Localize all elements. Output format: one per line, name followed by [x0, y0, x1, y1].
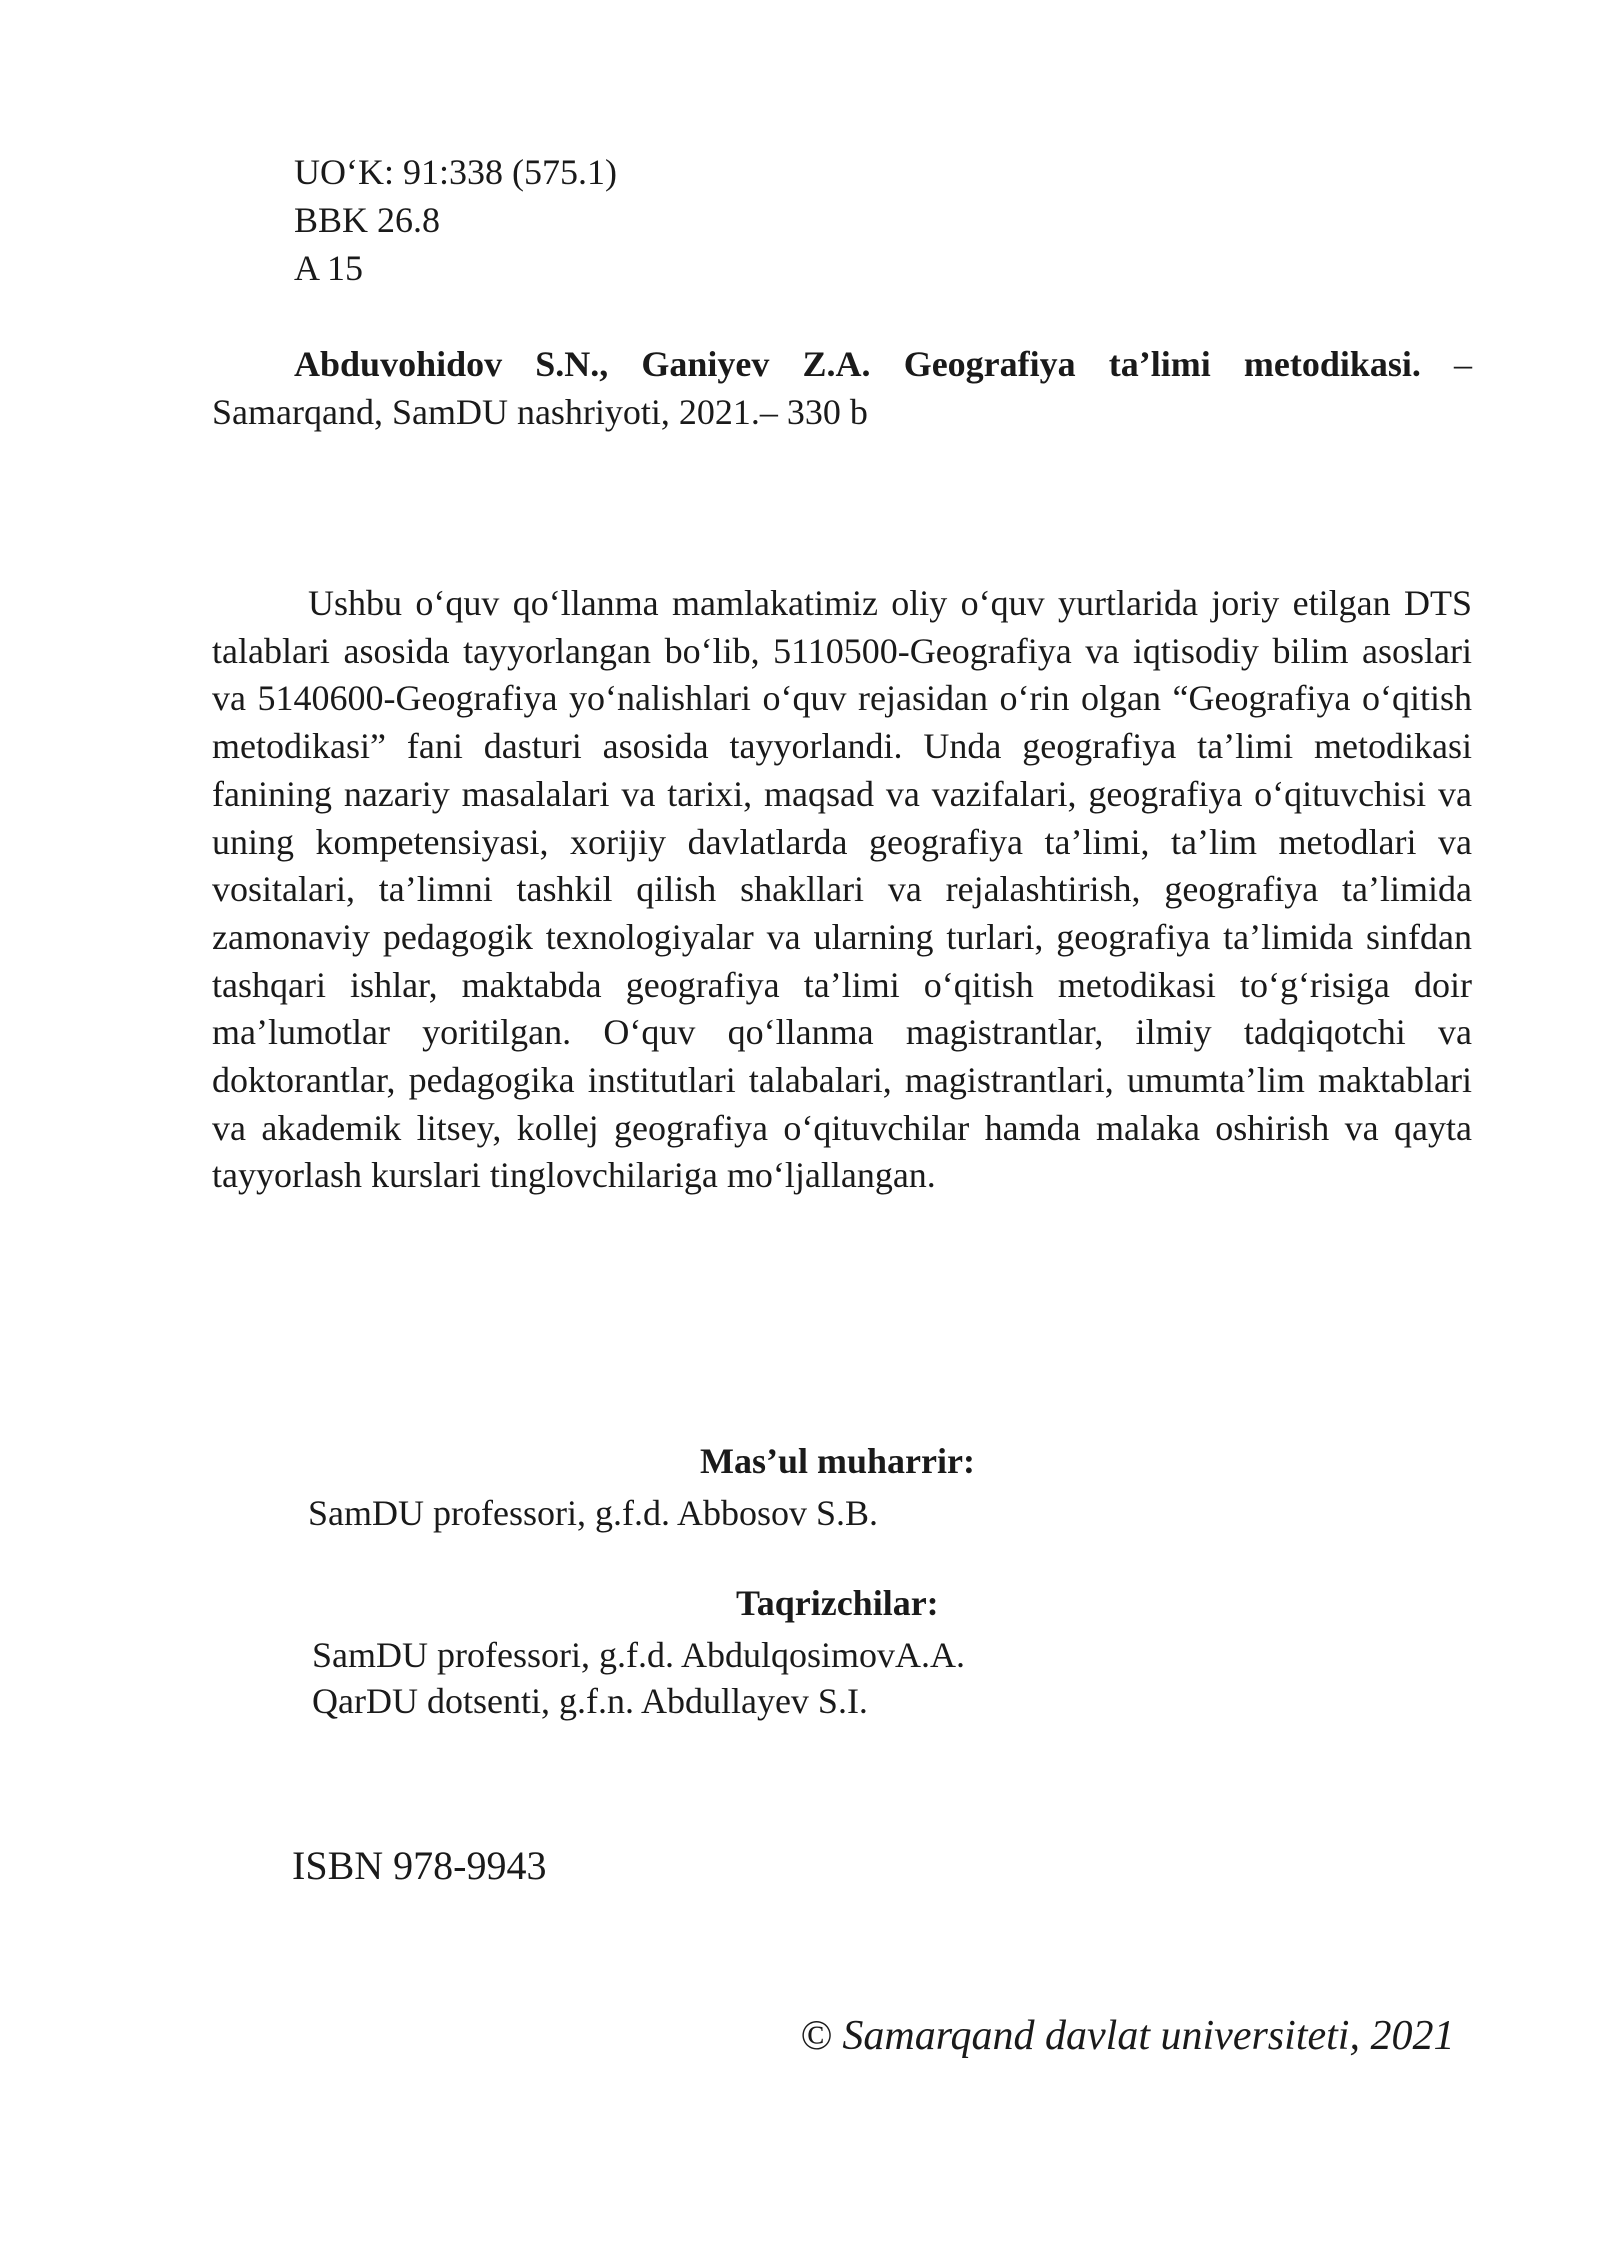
bibliographic-citation	[212, 340, 1472, 436]
editor-name: SamDU professori, g.f.d. Abbosov S.B.	[308, 1493, 879, 1533]
abstract-paragraph: Ushbu o‘quv qo‘llanma mamlakatimiz oliy o‘quv yurtlarida joriy etilgan DTS talablari asosida tayyorlangan bo‘lib, 5110500-Geografiya va iqtisodiy bilim asoslari va 5140600-Geografiya yo‘nalishlari o‘quv rejasidan o‘rin olgan “Geografiya o‘qitish metodikasi” fani dasturi asosida tayyorlandi. Unda geografiya ta’limi metodikasi fanining nazariy masalalari va tarixi, maqsad va vazifalari, geografiya o‘qituvchisi va uning kompetensiyasi, xorijiy davlatlarda geografiya ta’limi, ta’lim metodlari va vositalari, ta’limni tashkil qilish shakllari va rejalashtirish, geografiya ta’limida zamonaviy pedagogik texnologiyalar va ularning turlari, geografiya ta’limida sinfdan tashqari ishlar, maktabda geografiya ta’limi o‘qitish metodikasi to‘g‘risiga doir ma’lumotlar yoritilgan. O‘quv qo‘llanma magistrantlar, ilmiy tadqiqotchi va doktorantlar, pedagogika institutlari talabalari, magistrantlari, umumta’lim maktablari va akademik litsey, kollej geografiya o‘qituvchilar hamda malaka oshirish va qayta tayyorlash kurslari tinglovchilariga mo‘ljallangan.	[212, 583, 1472, 1196]
reviewers-heading: Taqrizchilar:	[736, 1583, 939, 1623]
citation-title: Geografiya ta’limi metodikasi.	[903, 344, 1421, 384]
isbn: ISBN 978-9943	[292, 1843, 547, 1888]
citation-authors: Abduvohidov S.N., Ganiyev Z.A.	[294, 344, 871, 384]
author-mark: A 15	[294, 248, 364, 288]
citation-publication: Samarqand, SamDU nashriyoti, 2021.– 330 b	[212, 392, 868, 432]
classification-codes	[294, 148, 617, 292]
editor-heading: Mas’ul muharrir:	[700, 1441, 975, 1481]
reviewer-item: QarDU dotsenti, g.f.n. Abdullayev S.I.	[312, 1681, 868, 1721]
reviewer-item: SamDU professori, g.f.d. AbdulqosimovA.A.	[312, 1635, 965, 1675]
bbk-code: BBK 26.8	[294, 200, 441, 240]
citation-dash: –	[1454, 344, 1473, 384]
copyright-notice: © Samarqand davlat universiteti, 2021	[800, 2013, 1455, 2059]
uok-code: UO‘K: 91:338 (575.1)	[294, 152, 617, 192]
citation-first-line	[212, 340, 1472, 388]
